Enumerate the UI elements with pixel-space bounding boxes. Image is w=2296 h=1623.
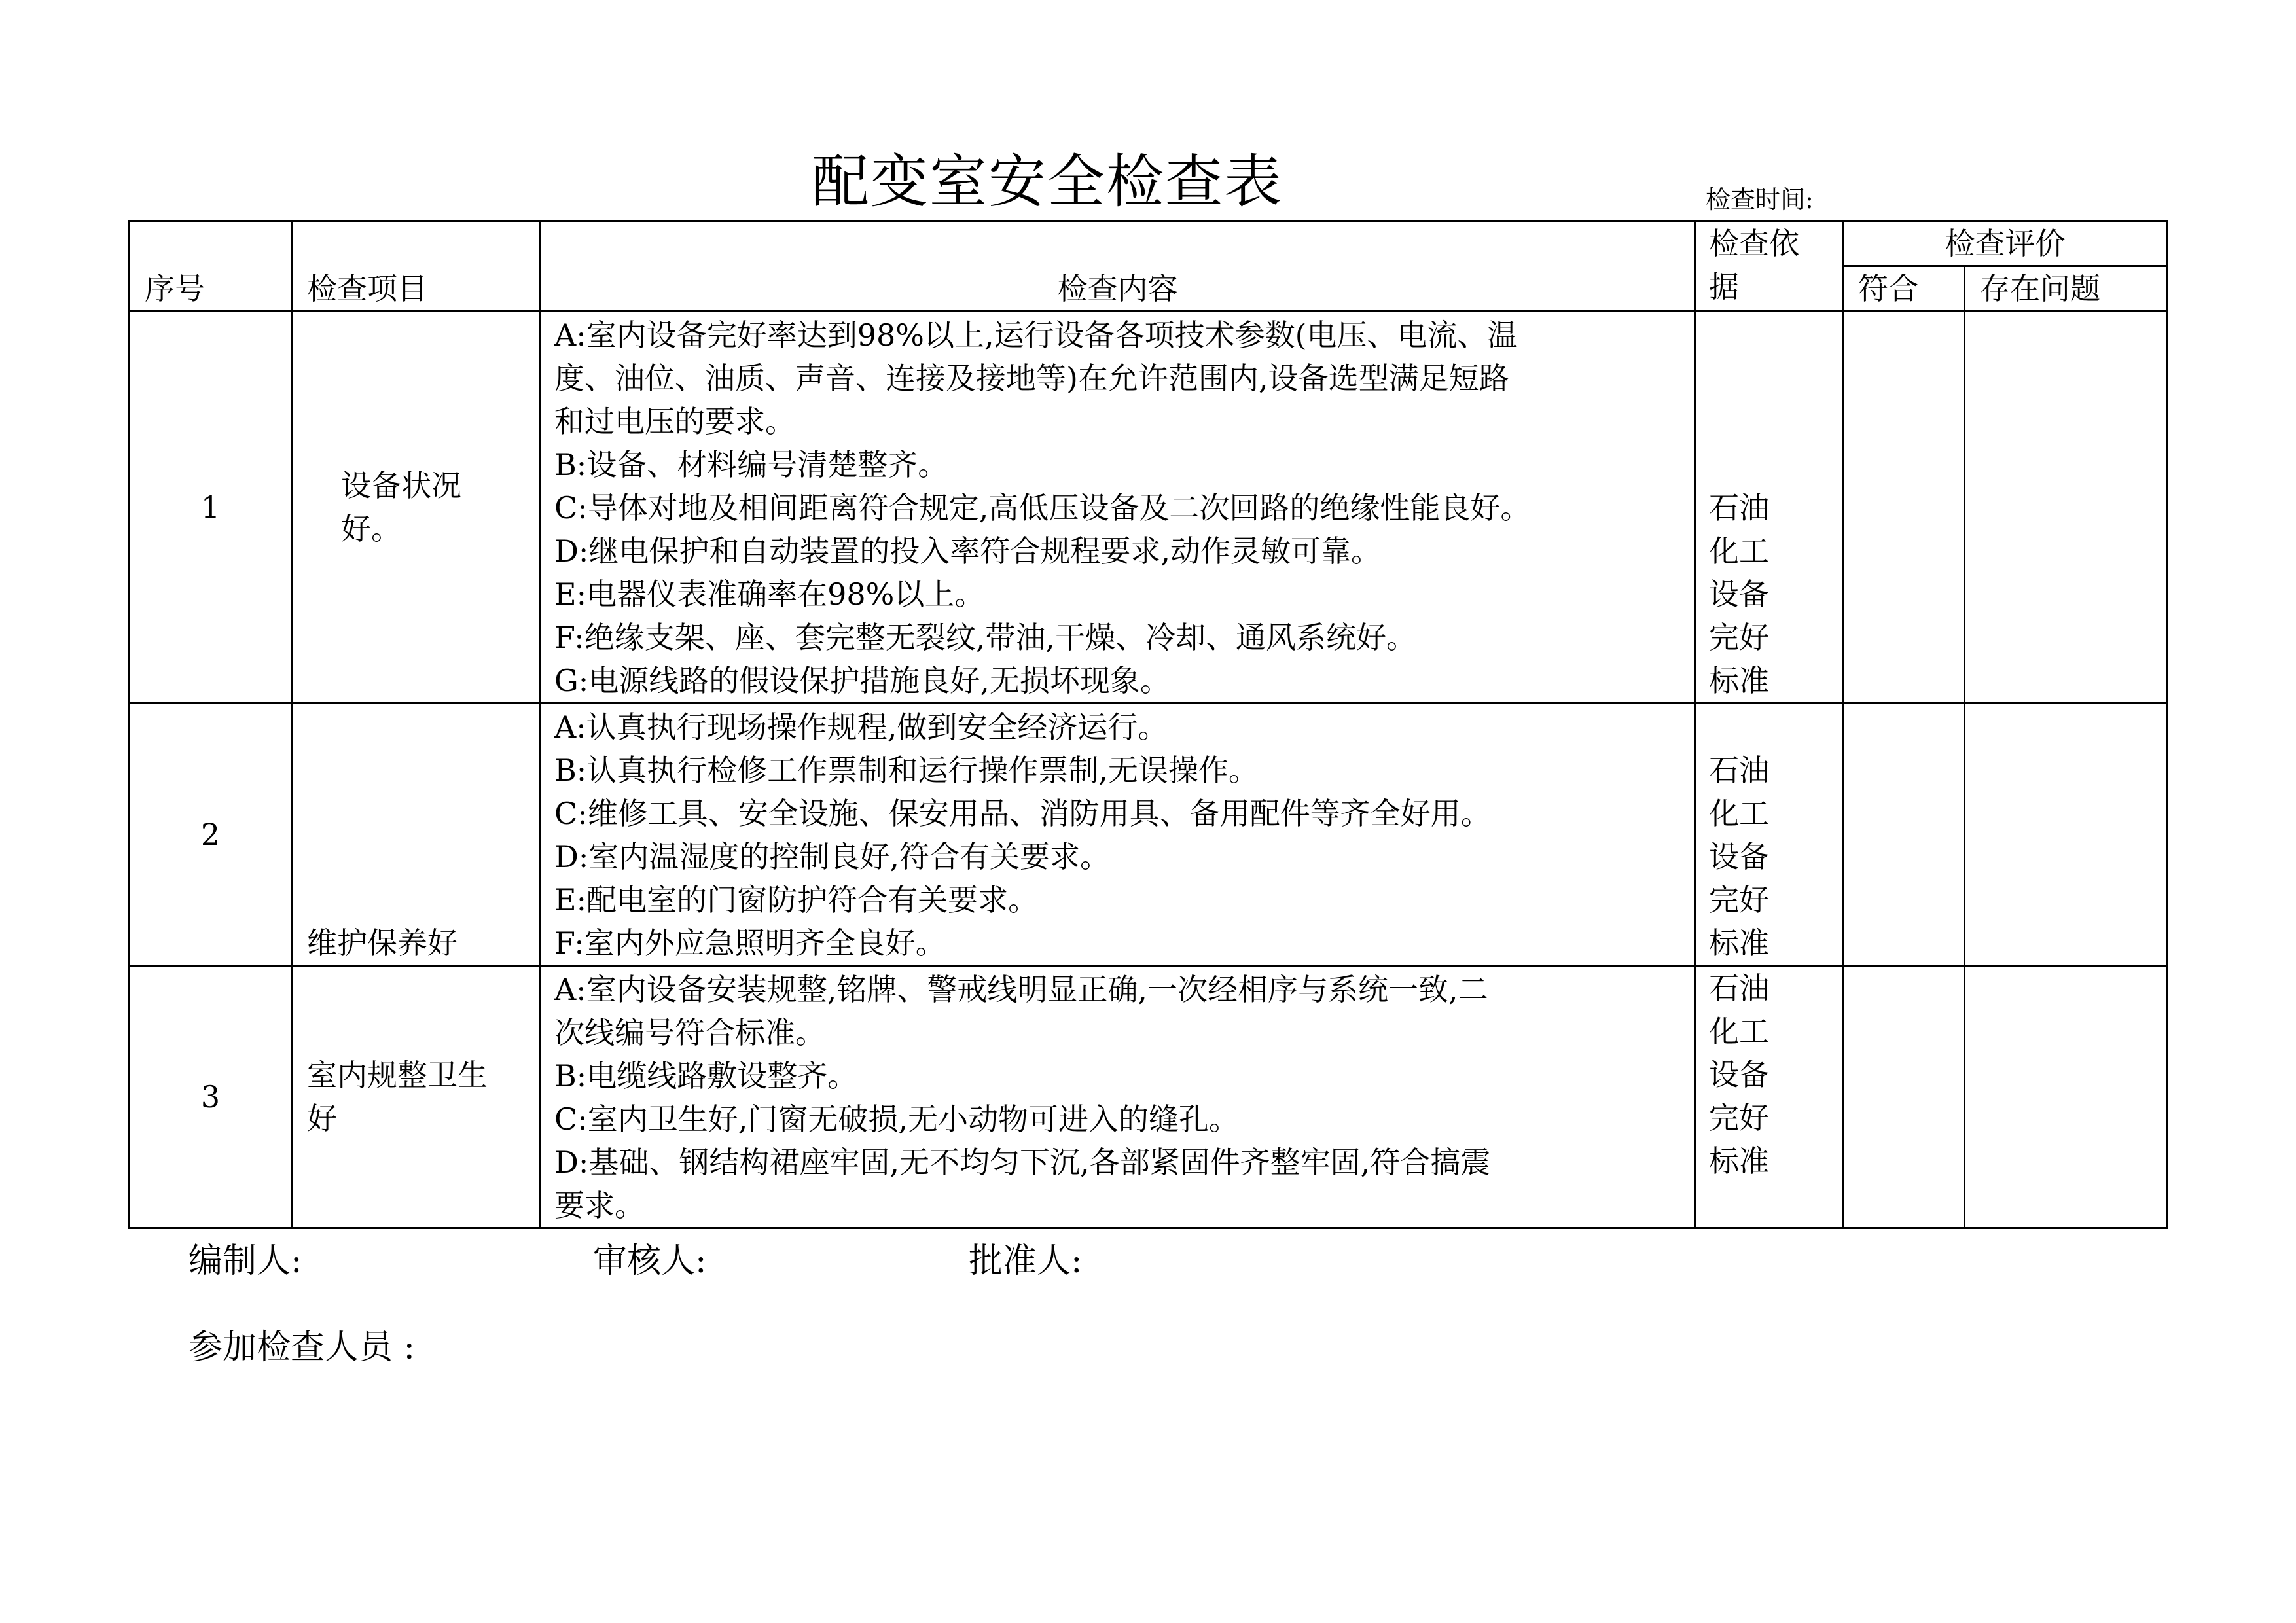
row-3-basis-line: 完好: [1709, 1100, 1769, 1135]
row-2-content-line: F:室内外应急照明齐全良好。: [554, 925, 946, 961]
row-3-basis-line: 标准: [1709, 1143, 1769, 1179]
header-problems-cell: [1965, 266, 2168, 312]
row-3-content-cell: [541, 966, 1695, 1228]
row-2-basis-line: 设备: [1709, 839, 1769, 874]
row-2-item-cell: [292, 704, 541, 966]
row-3-conform-cell: [1843, 966, 1965, 1228]
header-seq-cell: [130, 221, 292, 312]
table-row: [130, 704, 2168, 966]
row-2-content-line: E:配电室的门窗防护符合有关要求。: [554, 882, 1039, 918]
row-1-conform-cell: [1843, 312, 1965, 704]
header-evaluation-cell: [1843, 221, 2168, 266]
row-2-item-line1: 维护保养好: [307, 925, 457, 961]
row-2-content-cell: [541, 704, 1695, 966]
row-2-content-line: C:维修工具、安全设施、保安用品、消防用具、备用配件等齐全好用。: [554, 796, 1491, 831]
check-time-label: 检查时间:: [1706, 185, 1814, 214]
header-row-1: [130, 221, 2168, 266]
row-3-content-line: 次线编号符合标准。: [554, 1015, 825, 1050]
header-seq: 序号: [145, 271, 205, 306]
header-content: 检查内容: [1057, 271, 1178, 306]
header-item-cell: [292, 221, 541, 312]
page-title: 配变室安全检查表: [812, 148, 1283, 215]
row-1-basis-line: 石油: [1709, 490, 1769, 526]
header-conform-cell: [1843, 266, 1965, 312]
approver-label: 批准人:: [969, 1241, 1083, 1281]
row-1-item-line1: 设备状况: [341, 468, 461, 503]
row-1-item-line2: 好。: [341, 511, 401, 546]
row-3-item-cell: [292, 966, 541, 1228]
row-1-basis-line: 设备: [1709, 577, 1769, 612]
table-row: [130, 312, 2168, 704]
header-conform: 符合: [1858, 271, 1918, 306]
row-2-basis-line: 石油: [1709, 753, 1769, 788]
row-3-basis-line: 石油: [1709, 971, 1769, 1006]
header-basis-cell: [1695, 221, 1843, 312]
row-2-basis-line: 化工: [1709, 796, 1769, 831]
row-2-seq: 2: [200, 817, 221, 852]
row-3-item-line2: 好: [307, 1101, 337, 1136]
header-basis-line2: 据: [1709, 269, 1739, 304]
row-1-content-line: E:电器仪表准确率在98%以上。: [554, 577, 985, 612]
row-1-basis-line: 标准: [1709, 663, 1769, 698]
row-2-content-line: A:认真执行现场操作规程,做到安全经济运行。: [554, 709, 1168, 745]
header-evaluation: 检查评价: [1945, 226, 2066, 261]
row-1-basis-line: 化工: [1709, 533, 1769, 569]
row-2-content-line: D:室内温湿度的控制良好,符合有关要求。: [554, 839, 1111, 874]
row-1-seq: 1: [200, 490, 221, 525]
compiler-label: 编制人:: [188, 1241, 302, 1281]
row-1-seq-cell: [130, 312, 292, 704]
row-1-content-line: C:导体对地及相间距离符合规定,高低压设备及二次回路的绝缘性能良好。: [554, 490, 1531, 526]
row-1-basis-cell: [1695, 312, 1843, 704]
row-1-content-line: B:设备、材料编号清楚整齐。: [554, 447, 948, 482]
row-2-basis-cell: [1695, 704, 1843, 966]
row-3-item-line1: 室内规整卫生: [307, 1058, 488, 1093]
row-1-content-line: 和过电压的要求。: [554, 404, 795, 439]
header-item: 检查项目: [307, 271, 427, 306]
row-3-content-line: 要求。: [554, 1188, 645, 1223]
row-1-content-cell: [541, 312, 1695, 704]
row-3-problems-cell: [1965, 966, 2168, 1228]
row-2-basis-line: 完好: [1709, 882, 1769, 918]
row-2-problems-cell: [1965, 704, 2168, 966]
row-3-basis-cell: [1695, 966, 1843, 1228]
row-2-content-line: B:认真执行检修工作票制和运行操作票制,无误操作。: [554, 753, 1259, 788]
row-2-basis-line: 标准: [1709, 925, 1769, 961]
header-problems: 存在问题: [1980, 271, 2100, 306]
row-2-seq-cell: [130, 704, 292, 966]
row-1-content-line: F:绝缘支架、座、套完整无裂纹,带油,干燥、冷却、通风系统好。: [554, 620, 1417, 655]
header-content-cell: [541, 221, 1695, 312]
row-1-content-line: 度、油位、油质、声音、连接及接地等)在允许范围内,设备选型满足短路: [554, 361, 1509, 396]
row-3-basis-line: 化工: [1709, 1014, 1769, 1049]
header-basis-line1: 检查依: [1709, 226, 1799, 261]
row-1-content-line: D:继电保护和自动装置的投入率符合规程要求,动作灵敏可靠。: [554, 533, 1382, 569]
row-1-problems-cell: [1965, 312, 2168, 704]
reviewer-label: 审核人:: [593, 1241, 707, 1281]
table-row: [130, 966, 2168, 1228]
row-3-basis-line: 设备: [1709, 1057, 1769, 1092]
row-3-content-line: C:室内卫生好,门窗无破损,无小动物可进入的缝孔。: [554, 1101, 1239, 1137]
inspection-table: [128, 220, 2168, 1229]
row-3-seq: 3: [200, 1079, 221, 1115]
row-1-item-cell: [292, 312, 541, 704]
row-2-conform-cell: [1843, 704, 1965, 966]
row-3-seq-cell: [130, 966, 292, 1228]
row-1-basis-line: 完好: [1709, 620, 1769, 655]
row-1-content-line: G:电源线路的假设保护措施良好,无损坏现象。: [554, 663, 1170, 698]
row-3-content-line: A:室内设备安装规整,铭牌、警戒线明显正确,一次经相序与系统一致,二: [554, 972, 1488, 1007]
row-3-content-line: B:电缆线路敷设整齐。: [554, 1058, 858, 1094]
row-1-content-line: A:室内设备完好率达到98%以上,运行设备各项技术参数(电压、电流、温: [554, 317, 1518, 353]
row-3-content-line: D:基础、钢结构裙座牢固,无不均匀下沉,各部紧固件齐整牢固,符合搞震: [554, 1145, 1491, 1180]
participants-label: 参加检查人员 :: [188, 1328, 416, 1367]
